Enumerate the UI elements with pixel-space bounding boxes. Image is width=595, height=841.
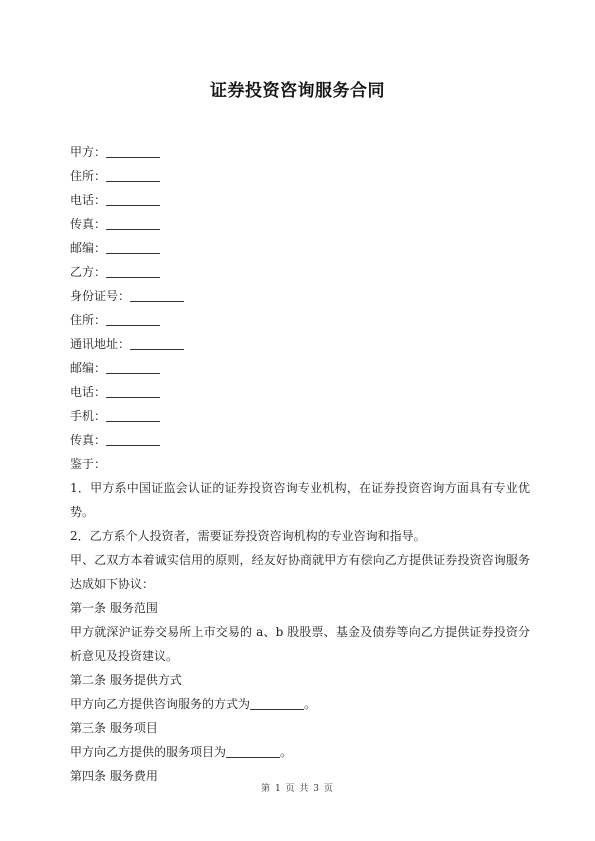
article-2-text-post: 。 [304, 697, 317, 711]
field-postcode [70, 236, 530, 260]
fill-blank [106, 311, 160, 326]
field-phone-b [70, 380, 530, 404]
field-party-a [70, 140, 530, 164]
article-1-heading: 第一条 服务范围 [70, 601, 158, 615]
fill-blank [106, 263, 160, 278]
article-3-text [70, 740, 530, 764]
field-label: 电话： [70, 193, 107, 207]
fill-blank [130, 335, 184, 350]
article-2-text-pre: 甲方向乙方提供咨询服务的方式为 [70, 697, 251, 711]
fill-blank [106, 215, 160, 230]
article-3-text-post: 。 [280, 745, 293, 759]
field-label: 住所： [70, 169, 107, 183]
field-phone [70, 188, 530, 212]
fill-blank [106, 431, 160, 446]
document-title: 证券投资咨询服务合同 [210, 81, 385, 101]
field-label: 邮编： [70, 241, 107, 255]
fill-blank [106, 191, 160, 206]
preamble-label: 鉴于： [70, 457, 107, 471]
agreement-intro: 甲、乙双方本着诚实信用的原则，经友好协商就甲方有偿向乙方提供证券投资咨询服务达成如下协议： [70, 553, 530, 591]
page-indicator: 第 1 页 共 3 页 [261, 784, 334, 794]
field-label: 传真： [70, 217, 107, 231]
article-2-heading: 第二条 服务提供方式 [70, 673, 182, 687]
article-1-text: 甲方就深沪证券交易所上市交易的 a、b 股股票、基金及债券等向乙方提供证券投资分析意见及投资建议。 [70, 625, 530, 663]
field-label: 甲方： [70, 145, 107, 159]
field-postcode-b [70, 356, 530, 380]
field-id-number [70, 284, 530, 308]
field-label: 传真： [70, 433, 107, 447]
field-label: 电话： [70, 385, 107, 399]
fill-blank [106, 239, 160, 254]
article-2-text [70, 692, 530, 716]
field-mailing-address [70, 332, 530, 356]
recital-2: 2．乙方系个人投资者，需要证券投资咨询机构的专业咨询和指导。 [70, 529, 426, 543]
fill-blank [106, 407, 160, 422]
field-fax-b [70, 428, 530, 452]
field-label: 手机： [70, 409, 107, 423]
field-label: 身份证号： [70, 289, 131, 303]
fill-blank [106, 383, 160, 398]
field-label: 通讯地址： [70, 337, 131, 351]
fill-blank [250, 695, 304, 710]
field-fax [70, 212, 530, 236]
field-label: 邮编： [70, 361, 107, 375]
recital-1: 1．甲方系中国证监会认证的证券投资咨询专业机构，在证券投资咨询方面具有专业优势。 [70, 481, 530, 519]
field-label: 乙方： [70, 265, 107, 279]
article-3-text-pre: 甲方向乙方提供的服务项目为 [70, 745, 227, 759]
document-body [70, 140, 530, 788]
fill-blank [226, 743, 280, 758]
field-address [70, 164, 530, 188]
field-address-b [70, 308, 530, 332]
field-party-b [70, 260, 530, 284]
fill-blank [106, 359, 160, 374]
article-3-heading: 第三条 服务项目 [70, 721, 158, 735]
fill-blank [130, 287, 184, 302]
fill-blank [106, 167, 160, 182]
fill-blank [106, 143, 160, 158]
field-label: 住所： [70, 313, 107, 327]
article-4-heading: 第四条 服务费用 [70, 769, 158, 783]
field-mobile [70, 404, 530, 428]
